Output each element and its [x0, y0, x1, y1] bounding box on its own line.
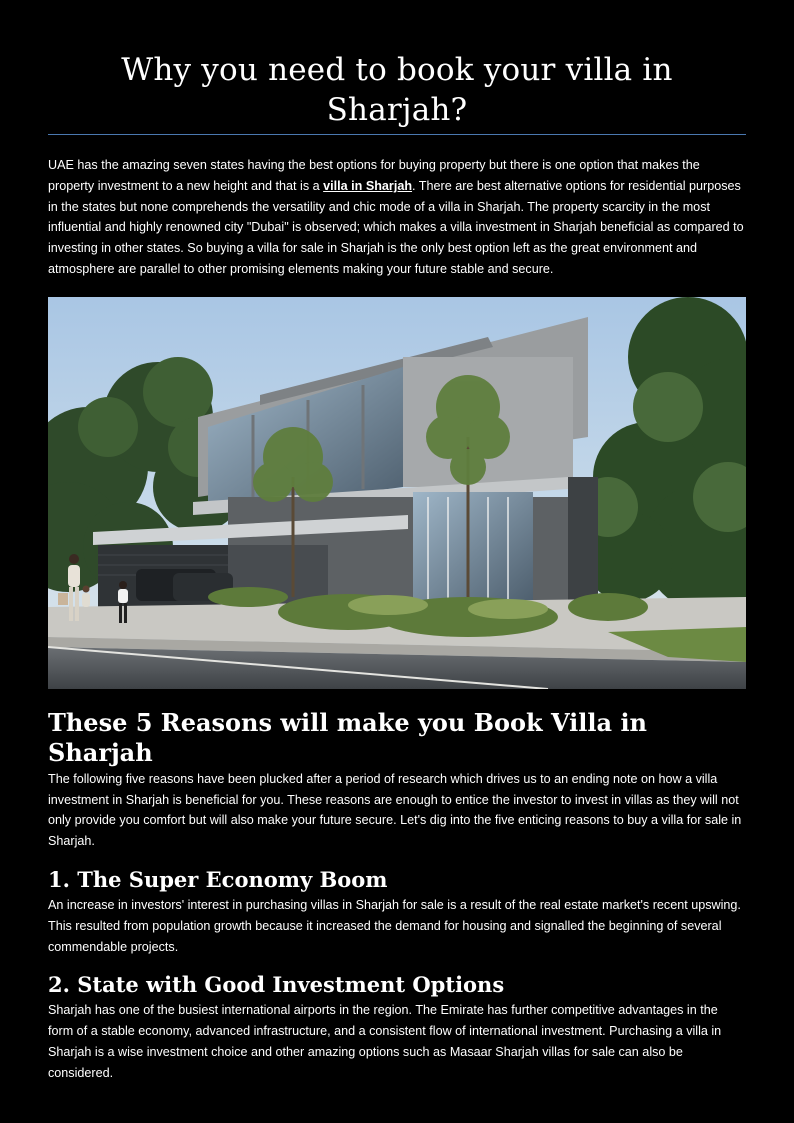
- title-divider: [48, 134, 746, 135]
- section-body-economy-boom: An increase in investors' interest in purchasing villas in Sharjah for sale is a result of the real estate market's recent upswing. This resulted from population growth because it increased the demand for housing and signalled the beginning of several commendable projects.: [48, 897, 741, 954]
- section-body-investment-options: Sharjah has one of the busiest international airports in the region. The Emirate has further competitive advantages in the form of a stable economy, advanced infrastructure, and a consistent flow of international investment. Purchasing a villa in Sharjah is a wise investment choice and other amazing options such as Masaar Sharjah villas for sale can also be considered.: [48, 1003, 722, 1080]
- page-title: Why you need to book your villa in Sharjah?: [121, 52, 673, 128]
- intro-paragraph: [48, 155, 746, 280]
- section-heading-economy-boom: 1. The Super Economy Boom: [48, 866, 388, 892]
- document-page: [48, 0, 746, 1084]
- section-heading-reasons: These 5 Reasons will make you Book Villa in Sharjah: [48, 707, 648, 767]
- villa-photo: [48, 297, 746, 689]
- villa-in-sharjah-link[interactable]: villa in Sharjah: [323, 178, 413, 193]
- intro-text-before: UAE has the amazing seven states having the best options for buying property but there is one option that makes the property investment to a new height and that is a: [48, 158, 700, 193]
- section-heading-investment-options: 2. State with Good Investment Options: [48, 972, 505, 998]
- intro-text-after: . There are best alternative options for residential purposes in the states but none comprehends the versatility and chic mode of a villa in Sharjah. The property scarcity in the most influential and highly renowned city "Dubai" is observed; which makes a villa investment in Sharjah beneficial as compared to investing in other states. So buying a villa for sale in Sharjah is the only best option left as the great environment and atmosphere are parallel to other promising elements making your future stable and secure.: [48, 178, 744, 276]
- section-body-reasons: The following five reasons have been plucked after a period of research which drives us to an ending note on how a villa investment in Sharjah is beneficial for you. These reasons are enough to entice the investor to invest in villas as they will not only provide you comfort but will also make your future secure. Let's dig into the five enticing reasons to buy a villa for sale in Sharjah.: [48, 771, 742, 849]
